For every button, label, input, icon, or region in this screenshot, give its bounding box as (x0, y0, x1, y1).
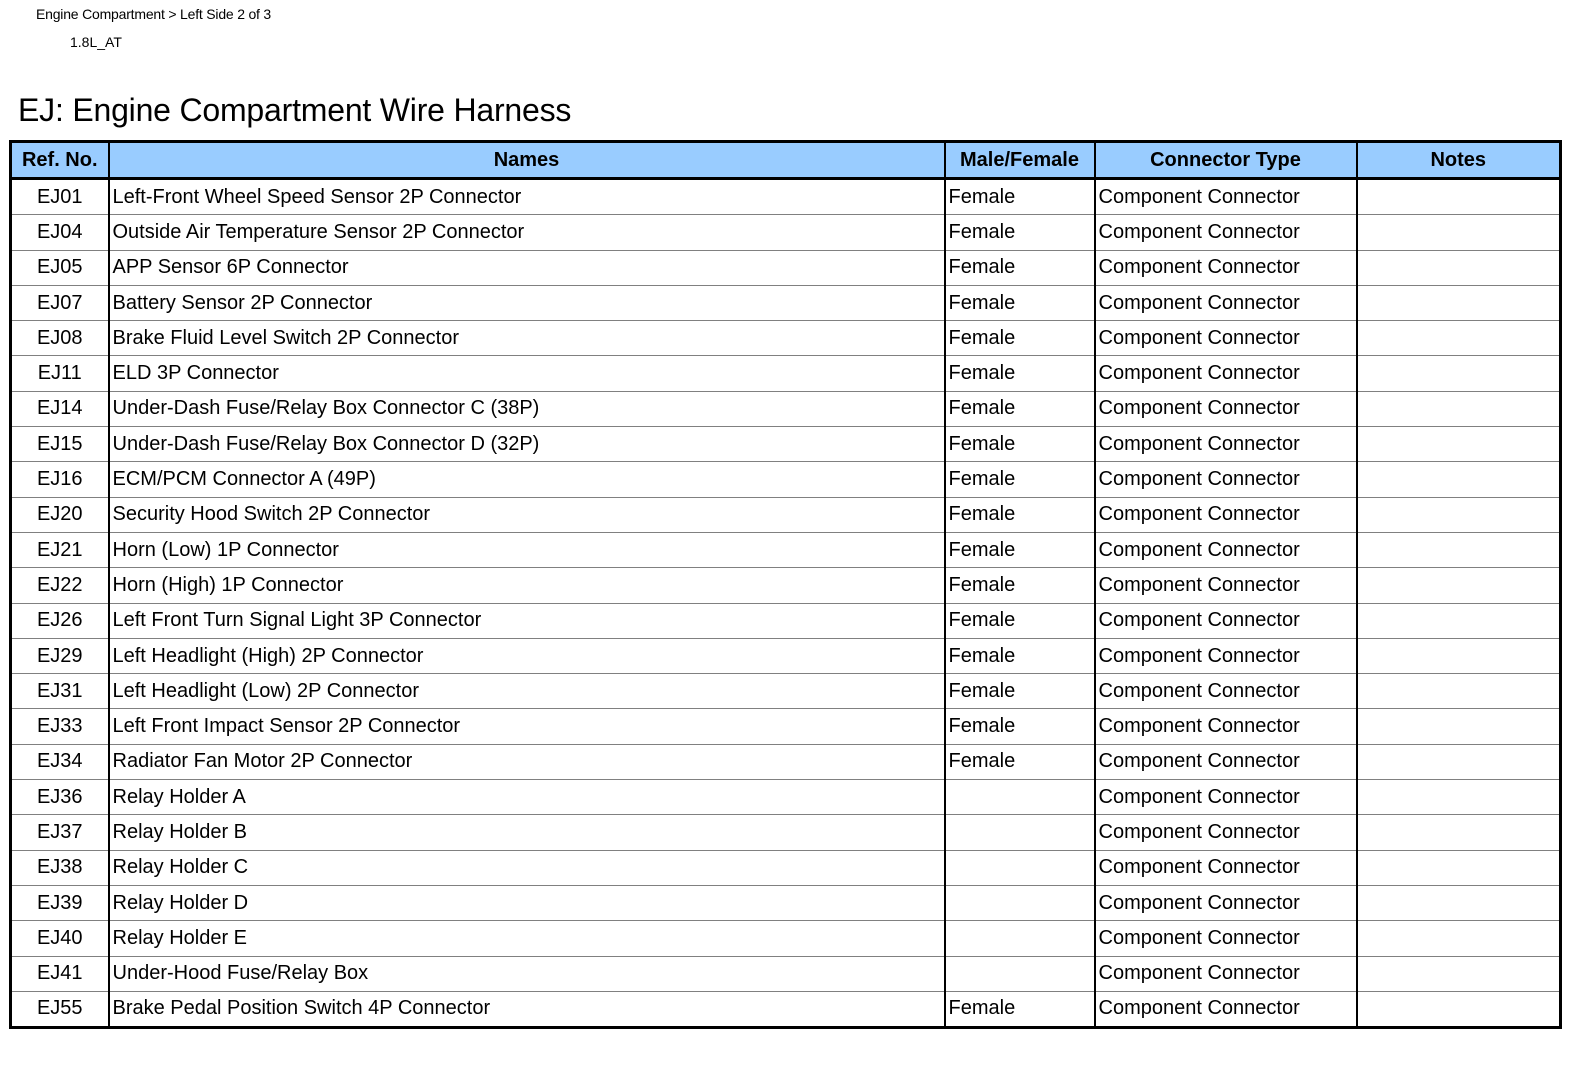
table-row (11, 885, 1561, 920)
cell-connector-type: Component Connector (1095, 709, 1357, 744)
cell-ref-no: EJ08 (11, 321, 109, 356)
table-row (11, 850, 1561, 885)
cell-connector-type: Component Connector (1095, 321, 1357, 356)
cell-name: Brake Pedal Position Switch 4P Connector (109, 991, 945, 1027)
cell-male-female: Female (945, 427, 1095, 462)
cell-male-female: Female (945, 391, 1095, 426)
table-row (11, 709, 1561, 744)
cell-notes (1357, 744, 1561, 779)
cell-connector-type: Component Connector (1095, 285, 1357, 320)
cell-male-female (945, 850, 1095, 885)
cell-notes (1357, 603, 1561, 638)
cell-notes (1357, 215, 1561, 250)
cell-notes (1357, 427, 1561, 462)
cell-male-female: Female (945, 462, 1095, 497)
table-row (11, 532, 1561, 567)
cell-connector-type: Component Connector (1095, 780, 1357, 815)
cell-male-female (945, 780, 1095, 815)
cell-connector-type: Component Connector (1095, 427, 1357, 462)
cell-notes (1357, 532, 1561, 567)
cell-ref-no: EJ05 (11, 250, 109, 285)
cell-notes (1357, 991, 1561, 1027)
cell-name: Horn (High) 1P Connector (109, 568, 945, 603)
cell-name: Relay Holder B (109, 815, 945, 850)
cell-male-female: Female (945, 250, 1095, 285)
cell-notes (1357, 638, 1561, 673)
cell-ref-no: EJ55 (11, 991, 109, 1027)
cell-name: Left Headlight (Low) 2P Connector (109, 674, 945, 709)
cell-name: Left-Front Wheel Speed Sensor 2P Connector (109, 179, 945, 215)
cell-notes (1357, 321, 1561, 356)
cell-ref-no: EJ14 (11, 391, 109, 426)
cell-male-female: Female (945, 744, 1095, 779)
cell-notes (1357, 285, 1561, 320)
cell-connector-type: Component Connector (1095, 462, 1357, 497)
cell-connector-type: Component Connector (1095, 250, 1357, 285)
table-row (11, 215, 1561, 250)
variant-label: 1.8L_AT (70, 34, 122, 50)
cell-name: Relay Holder E (109, 921, 945, 956)
cell-ref-no: EJ26 (11, 603, 109, 638)
table-row (11, 179, 1561, 215)
cell-notes (1357, 956, 1561, 991)
cell-male-female: Female (945, 674, 1095, 709)
cell-connector-type: Component Connector (1095, 179, 1357, 215)
table-row (11, 921, 1561, 956)
cell-connector-type: Component Connector (1095, 356, 1357, 391)
cell-name: Under-Dash Fuse/Relay Box Connector C (38P) (109, 391, 945, 426)
cell-ref-no: EJ21 (11, 532, 109, 567)
cell-male-female (945, 815, 1095, 850)
cell-connector-type: Component Connector (1095, 215, 1357, 250)
cell-name: Horn (Low) 1P Connector (109, 532, 945, 567)
cell-connector-type: Component Connector (1095, 815, 1357, 850)
cell-ref-no: EJ20 (11, 497, 109, 532)
cell-ref-no: EJ22 (11, 568, 109, 603)
cell-ref-no: EJ04 (11, 215, 109, 250)
cell-connector-type: Component Connector (1095, 921, 1357, 956)
cell-notes (1357, 885, 1561, 920)
cell-male-female (945, 921, 1095, 956)
table-row (11, 497, 1561, 532)
cell-male-female: Female (945, 568, 1095, 603)
cell-name: Relay Holder C (109, 850, 945, 885)
table-row (11, 568, 1561, 603)
cell-ref-no: EJ36 (11, 780, 109, 815)
cell-connector-type: Component Connector (1095, 744, 1357, 779)
cell-ref-no: EJ16 (11, 462, 109, 497)
table-row (11, 815, 1561, 850)
cell-name: Outside Air Temperature Sensor 2P Connector (109, 215, 945, 250)
cell-connector-type: Component Connector (1095, 956, 1357, 991)
cell-ref-no: EJ40 (11, 921, 109, 956)
cell-ref-no: EJ34 (11, 744, 109, 779)
cell-name: APP Sensor 6P Connector (109, 250, 945, 285)
cell-male-female (945, 885, 1095, 920)
table-row (11, 744, 1561, 779)
table-row (11, 462, 1561, 497)
cell-notes (1357, 780, 1561, 815)
cell-name: Left Headlight (High) 2P Connector (109, 638, 945, 673)
cell-male-female: Female (945, 356, 1095, 391)
cell-ref-no: EJ29 (11, 638, 109, 673)
cell-connector-type: Component Connector (1095, 391, 1357, 426)
table-row (11, 674, 1561, 709)
cell-male-female: Female (945, 532, 1095, 567)
cell-ref-no: EJ07 (11, 285, 109, 320)
cell-ref-no: EJ33 (11, 709, 109, 744)
cell-name: ECM/PCM Connector A (49P) (109, 462, 945, 497)
column-header-gender: Male/Female (945, 142, 1095, 179)
cell-ref-no: EJ37 (11, 815, 109, 850)
table-row (11, 356, 1561, 391)
cell-notes (1357, 674, 1561, 709)
cell-notes (1357, 391, 1561, 426)
table-row (11, 956, 1561, 991)
cell-connector-type: Component Connector (1095, 638, 1357, 673)
table-row (11, 250, 1561, 285)
cell-ref-no: EJ31 (11, 674, 109, 709)
table-header-row (11, 142, 1561, 179)
cell-name: Brake Fluid Level Switch 2P Connector (109, 321, 945, 356)
cell-notes (1357, 356, 1561, 391)
cell-ref-no: EJ11 (11, 356, 109, 391)
page-title: EJ: Engine Compartment Wire Harness (18, 92, 572, 128)
cell-name: Under-Hood Fuse/Relay Box (109, 956, 945, 991)
table-row (11, 638, 1561, 673)
cell-name: Battery Sensor 2P Connector (109, 285, 945, 320)
table-row (11, 321, 1561, 356)
cell-connector-type: Component Connector (1095, 885, 1357, 920)
cell-notes (1357, 179, 1561, 215)
cell-name: Left Front Impact Sensor 2P Connector (109, 709, 945, 744)
table-body (11, 179, 1561, 1028)
cell-name: Relay Holder D (109, 885, 945, 920)
cell-name: Left Front Turn Signal Light 3P Connector (109, 603, 945, 638)
cell-name: Radiator Fan Motor 2P Connector (109, 744, 945, 779)
cell-ref-no: EJ38 (11, 850, 109, 885)
cell-ref-no: EJ01 (11, 179, 109, 215)
cell-notes (1357, 568, 1561, 603)
cell-notes (1357, 815, 1561, 850)
cell-name: Relay Holder A (109, 780, 945, 815)
cell-connector-type: Component Connector (1095, 850, 1357, 885)
cell-connector-type: Component Connector (1095, 497, 1357, 532)
column-header-ref: Ref. No. (11, 142, 109, 179)
cell-notes (1357, 497, 1561, 532)
cell-ref-no: EJ41 (11, 956, 109, 991)
table-row (11, 285, 1561, 320)
cell-connector-type: Component Connector (1095, 674, 1357, 709)
cell-male-female: Female (945, 603, 1095, 638)
harness-table (9, 140, 1562, 1029)
cell-notes (1357, 250, 1561, 285)
table-row (11, 603, 1561, 638)
table-row (11, 427, 1561, 462)
cell-male-female: Female (945, 497, 1095, 532)
cell-male-female: Female (945, 285, 1095, 320)
cell-male-female: Female (945, 709, 1095, 744)
cell-name: Under-Dash Fuse/Relay Box Connector D (32P) (109, 427, 945, 462)
cell-connector-type: Component Connector (1095, 991, 1357, 1027)
cell-name: Security Hood Switch 2P Connector (109, 497, 945, 532)
cell-name: ELD 3P Connector (109, 356, 945, 391)
cell-connector-type: Component Connector (1095, 568, 1357, 603)
column-header-connector-type: Connector Type (1095, 142, 1357, 179)
column-header-names: Names (109, 142, 945, 179)
cell-male-female: Female (945, 179, 1095, 215)
cell-notes (1357, 462, 1561, 497)
table-row (11, 991, 1561, 1027)
cell-male-female: Female (945, 638, 1095, 673)
cell-notes (1357, 921, 1561, 956)
cell-notes (1357, 850, 1561, 885)
cell-male-female: Female (945, 991, 1095, 1027)
column-header-notes: Notes (1357, 142, 1561, 179)
table-row (11, 391, 1561, 426)
cell-male-female: Female (945, 215, 1095, 250)
cell-male-female (945, 956, 1095, 991)
cell-notes (1357, 709, 1561, 744)
cell-male-female: Female (945, 321, 1095, 356)
cell-connector-type: Component Connector (1095, 532, 1357, 567)
cell-ref-no: EJ15 (11, 427, 109, 462)
breadcrumb: Engine Compartment > Left Side 2 of 3 (36, 6, 272, 22)
cell-ref-no: EJ39 (11, 885, 109, 920)
table-row (11, 780, 1561, 815)
cell-connector-type: Component Connector (1095, 603, 1357, 638)
